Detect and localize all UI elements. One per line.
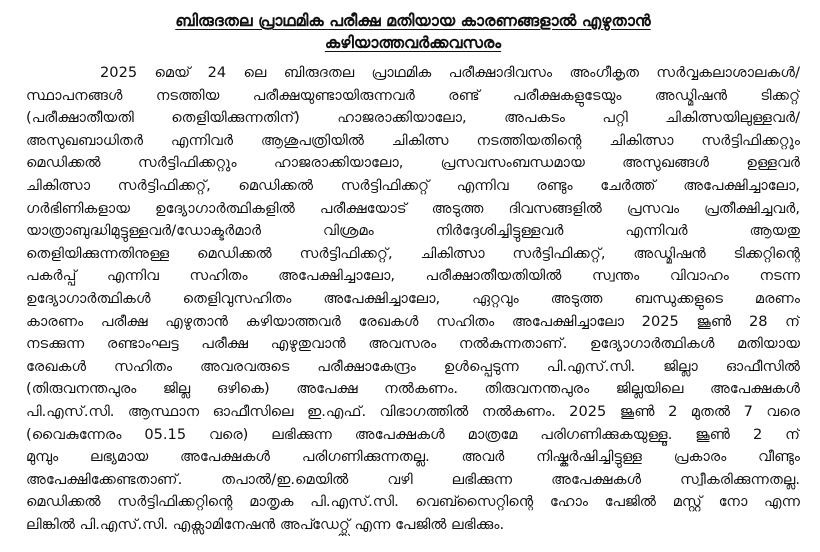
body-line: മെഡിക്കൽ സർട്ടിഫിക്കറ്റും ഹാജരാക്കിയാലോ, പ്രസവസംബന്ധമായ അസുഖങ്ങൾ ഉള്ളവർ — [26, 154, 800, 172]
body-line: പി.എസ്.സി. ആസ്ഥാന ഓഫീസിലെ ഇ.എഫ്. വിഭാഗത്തിൽ നൽകണം. 2025 ജൂൺ 2 മുതൽ 7 വരെ — [26, 402, 800, 420]
body-line: മെഡിക്കൽ സർട്ടിഫിക്കറ്റിന്റെ മാതൃക പി.എസ്.സി. വെബ്സൈറ്റിന്റെ ഹോം പേജിൽ മസ്റ്റ് നോ എന്ന — [26, 493, 800, 511]
notice-title — [26, 10, 800, 54]
body-line: (പരീക്ഷാതീയതി തെളിയിക്കുന്നതിന്) ഹാജരാക്കിയാലോ, അപകടം പറ്റി ചികിത്സയിലുള്ളവർ/ — [26, 109, 800, 127]
notice-body — [26, 62, 800, 536]
title-line-1: ബിരുദതല പ്രാഥമിക പരീക്ഷ മതിയായ കാരണങ്ങളാൽ എഴുതാൻ — [175, 11, 651, 30]
body-line: രേഖകൾ സഹിതം അവരവരുടെ പരീക്ഷാകേന്ദ്രം ഉൾപ്പെടുന്ന പി.എസ്.സി. ജില്ലാ ഓഫീസിൽ — [26, 357, 800, 375]
body-line: (തിരുവനന്തപുരം ജില്ല ഒഴികെ) അപേക്ഷ നൽകണം. തിരുവനന്തപുരം ജില്ലയിലെ അപേക്ഷകൾ — [26, 380, 800, 398]
body-line: കാരണം പരീക്ഷ എഴുതാൻ കഴിയാത്തവർ രേഖകൾ സഹിതം അപേക്ഷിച്ചാലോ 2025 ജൂൺ 28 ന് — [26, 312, 800, 330]
body-line: ലിങ്കിൽ പി.എസ്.സി. എക്സാമിനേഷൻ അപ്ഡേറ്റ്സ് എന്ന പേജിൽ ലഭിക്കും. — [26, 515, 505, 533]
body-line: ചികിത്സാ സർട്ടിഫിക്കറ്റ്, മെഡിക്കൽ സർട്ടിഫിക്കറ്റ് എന്നിവ രണ്ടും ചേർത്ത് അപേക്ഷിച്ചാലോ, — [26, 176, 800, 194]
body-line: അസുഖബാധിതർ എന്നിവർ ആശുപത്രിയിൽ ചികിത്സ നടത്തിയതിന്റെ ചികിത്സാ സർട്ടിഫിക്കറ്റും — [26, 131, 800, 149]
title-line-2: കഴിയാത്തവർക്കവസരം — [324, 33, 502, 52]
body-line: തെളിയിക്കുന്നതിനുള്ള മെഡിക്കൽ സർട്ടിഫിക്കറ്റ്, ചികിത്സാ സർട്ടിഫിക്കറ്റ്, അഡ്മിഷൻ ടിക്കറ്റിന്റെ — [26, 244, 800, 262]
body-line: ഉദ്യോഗാർത്ഥികൾ തെളിവുസഹിതം അപേക്ഷിച്ചാലോ, ഏറ്റവും അടുത്ത ബന്ധുക്കളുടെ മരണം — [26, 289, 800, 307]
body-line: (വൈകുന്നേരം 05.15 വരെ) ലഭിക്കുന്ന അപേക്ഷകൾ മാത്രമേ പരിഗണിക്കുകയുള്ളൂ. ജൂൺ 2 ന് — [26, 425, 800, 443]
body-line: 2025 മെയ് 24 ലെ ബിരുദതല പ്രാഥമിക പരീക്ഷാദിവസം അംഗീകൃത സർവ്വകലാശാലകൾ/ — [100, 64, 800, 81]
body-line: അപേക്ഷിക്കേണ്ടതാണ്. തപാൽ/ഇ.മെയിൽ വഴി ലഭിക്കുന്ന അപേക്ഷകൾ സ്വീകരിക്കുന്നതല്ല. — [26, 470, 800, 488]
body-line: സ്ഥാപനങ്ങൾ നടത്തിയ പരീക്ഷയുണ്ടായിരുന്നവർ രണ്ട് പരീക്ഷകളുടേയും അഡ്മിഷൻ ടിക്കറ്റ് — [26, 86, 800, 104]
body-line: പകർപ്പ് എന്നിവ സഹിതം അപേക്ഷിച്ചാലോ, പരീക്ഷാതീയതിയിൽ സ്വന്തം വിവാഹം നടന്ന — [26, 267, 800, 285]
body-line: മുമ്പും ലഭ്യമായ അപേക്ഷകൾ പരിഗണിക്കുന്നതല്ല. അവർ നിഷ്കർഷിച്ചിട്ടുള്ള പ്രകാരം വീണ്ടും — [26, 448, 800, 466]
body-line: യാത്രാബുദ്ധിമുട്ടുള്ളവർ/ഡോക്ടർമാർ വിശ്രമം നിർദ്ദേശിച്ചിട്ടുള്ളവർ എന്നിവർ ആയതു — [26, 222, 800, 240]
body-line: നടക്കുന്ന രണ്ടാംഘട്ട പരീക്ഷ എഴുതുവാൻ അവസരം നൽകുന്നതാണ്. ഉദ്യോഗാർത്ഥികൾ മതിയായ — [26, 335, 800, 353]
body-line: ഗർഭിണികളായ ഉദ്യോഗാർത്ഥികളിൽ പരീക്ഷയോട് അടുത്ത ദിവസങ്ങളിൽ പ്രസവം പ്രതീക്ഷിച്ചവർ, — [26, 199, 800, 217]
